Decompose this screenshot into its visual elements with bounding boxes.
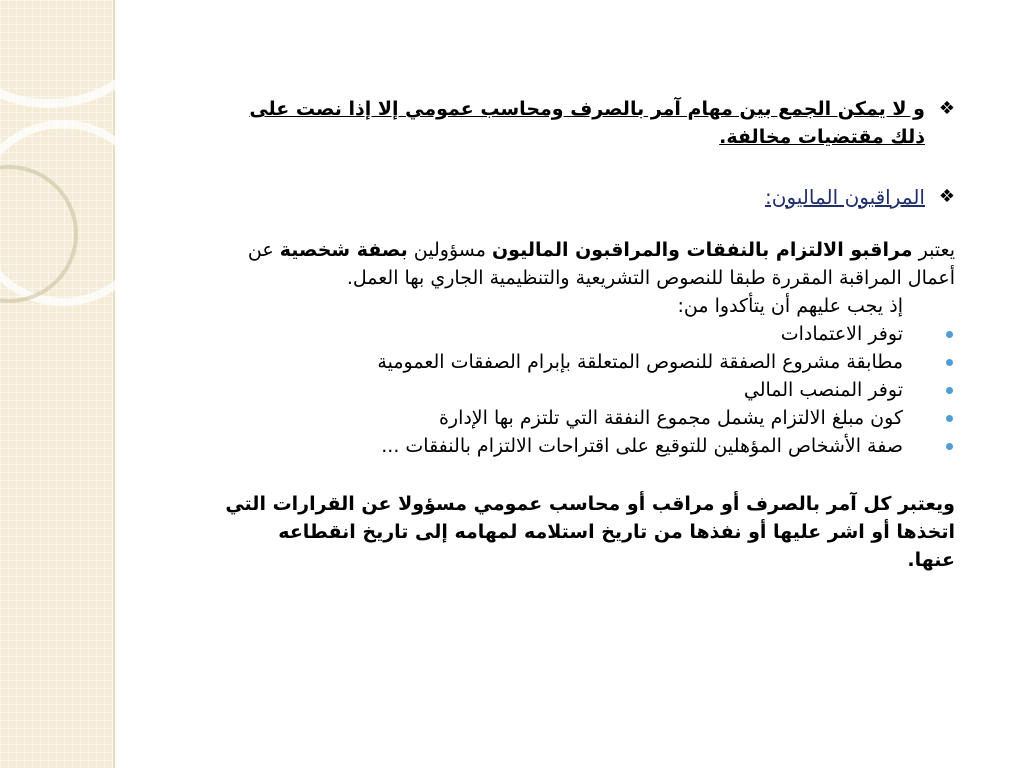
paragraph-3: [225, 490, 955, 574]
bullet-paragraph-1: [225, 95, 955, 151]
diamond-bullet-icon: ❖: [938, 98, 955, 119]
bullet-dot-icon: [946, 443, 953, 450]
list-item-text: صفة الأشخاص المؤهلين للتوقيع على اقتراحات الالتزام بالنفقات ...: [381, 435, 903, 457]
list-item-text: مطابقة مشروع الصفقة للنصوص المتعلقة بإبرام الصفقات العمومية: [377, 351, 903, 373]
paragraph-3-text: ويعتبر كل آمر بالصرف أو مراقب أو محاسب عمومي مسؤولا عن القرارات التي اتخذها أو اشر عليها أو نفذها من تاريخ استلامه لمهامه إلى تاريخ انقطاعه عنها.: [225, 493, 955, 571]
decorative-sidebar: [0, 0, 113, 768]
paragraph-2-part1: يعتبر: [912, 239, 955, 261]
paragraph-1-text: و لا يمكن الجمع بين مهام آمر بالصرف ومحاسب عمومي إلا إذا نصت على ذلك مقتضيات مخالفة.: [249, 98, 925, 148]
list-item: [225, 348, 955, 376]
decorative-ring: [0, 0, 178, 108]
paragraph-2-part3: مسؤولين: [407, 239, 492, 261]
bullet-heading: [225, 183, 955, 212]
list-item: [225, 320, 955, 348]
bullet-dot-icon: [946, 387, 953, 394]
bullet-dot-icon: [946, 415, 953, 422]
bullet-dot-icon: [946, 359, 953, 366]
list-item: [225, 376, 955, 404]
list-item-text: توفر المنصب المالي: [743, 379, 903, 401]
intro-line: [225, 292, 955, 320]
list-item-text: توفر الاعتمادات: [780, 323, 903, 345]
paragraph-2: [225, 236, 955, 292]
paragraph-2-part4: بصفة شخصية: [279, 239, 408, 261]
list-item: [225, 432, 955, 460]
list-item: [225, 404, 955, 432]
paragraph-2-part2: مراقبو الالتزام بالنفقات والمراقبون الماليون: [491, 239, 913, 261]
list-item-text: كون مبلغ الالتزام يشمل مجموع النفقة التي تلتزم بها الإدارة: [438, 407, 903, 429]
slide-content: [225, 95, 955, 574]
intro-line-text: إذ يجب عليهم أن يتأكدوا من:: [677, 295, 903, 317]
bullet-dot-icon: [946, 331, 953, 338]
diamond-bullet-icon: ❖: [938, 186, 955, 207]
section-heading: المراقبون الماليون:: [765, 185, 925, 209]
paragraph-2-part5: عن أعمال المراقبة المقررة طبقا للنصوص التشريعية والتنظيمية الجاري بها العمل.: [247, 239, 955, 289]
sidebar-edge: [113, 0, 115, 768]
